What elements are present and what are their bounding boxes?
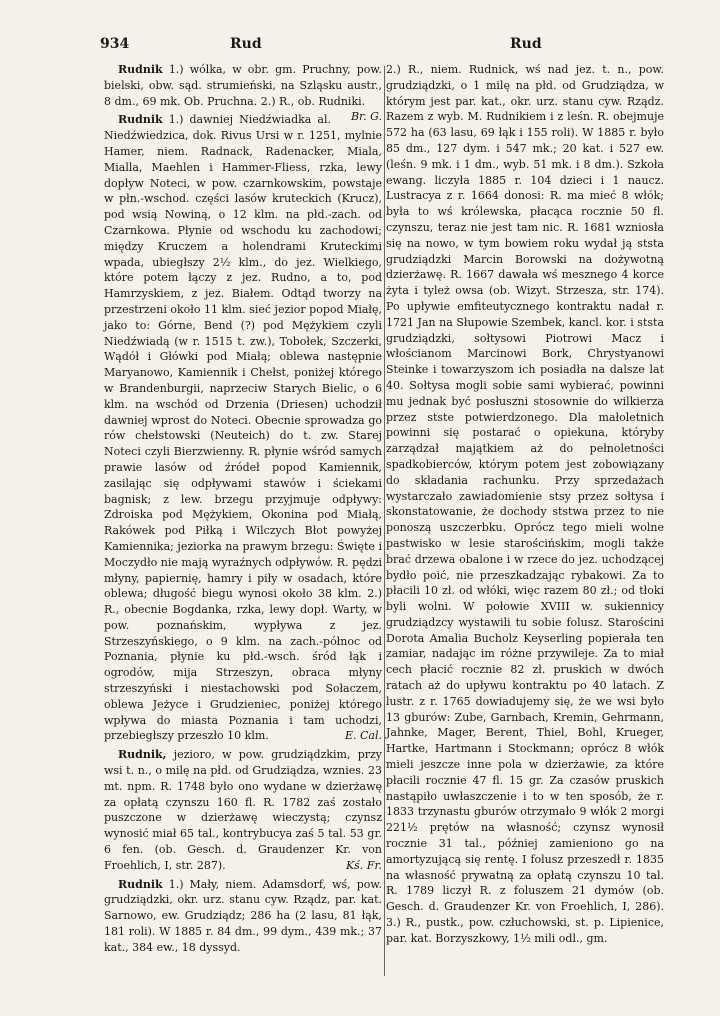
- entry-signature: Br. G.: [350, 110, 382, 124]
- entry-text: jezioro, w pow. grudziądzkim, przy wsi t. n., o milę na płd. od Grudziądza, wznies. 23 mt. npm. R. 1748 było ono wydane w dzierżawę za opłatą czynszu 160 fl. R. 1782 zaś zostało puszczone w dzierżawę wieczystą; czynsz wynosić miał 65 tal., kontrybucya zaś 5 tal. 53 gr. 6 fen. (ob. Gesch. d. Graudenzer Kr. von Froehlich, I, str. 287).: [104, 748, 382, 872]
- running-headword-right: Rud: [510, 36, 542, 52]
- entry-headword: Rudnik: [118, 63, 163, 76]
- column-divider: [384, 66, 385, 976]
- entry-text: 2.) R., niem. Rudnick, wś nad jez. t. n., pow. grudziądzki, o 1 milę na płd. od Grudziądza, w którym jest par. kat., okr. urz. stanu cyw. Rządz. Razem z wyb. M. Rudnikiem i z leśn. R. obejmuje 572 ha (63 lasu, 69 łąk i 155 roli). W 1885 r. było 85 dm., 127 dym. i 547 mk.; 20 kat. i 527 ew. (leśn. 9 mk. i 1 dm., wyb. 51 mk. i 8 dm.). Szkoła ewang. liczyła 1885 r. 104 dzieci i 1 naucz. Lustracya z r. 1664 donosi: R. ma mieć 8 włók; była to wś królewska, płacąca rocznie 50 fl. czynszu, teraz nie jest tam nic. R. 1681 wzniosła się na nowo, w tym bowiem roku wydał ją ststa grudziądzki Marcin Borowski na dożywotną dzierżawę. R. 1667 dawała wś mesznego 4 korce żyta i tyleż owsa (ob. Wizyt. Strzesza, str. 174). Po upływie emfiteutycznego kontraktu nadał r. 1721 Jan na Słupowie Szembek, kancl. kor. i ststa grudziądzki, sołtysowi Piotrowi Macz i włościanom Marcinowi Bork, Chrystyanowi Steinke i towarzyszom ich posiadła na dalsze lat 40. Sołtysa mogli sobie sami wybierać, powinni mu jednak być posłuszni stosownie do wilkierza przez stste potwierdzonego. Dla małoletnich powinni się postarać o opiekuna, któryby zarządzał majątkiem aż do pełnoletności spadkobierców, którym potem jest zobowiązany do składania rachunku. Przy sprzedażach wystarczało zawiadomienie stsy przez sołtysa i skonstatowanie, że dochody ststwa przez to nie ponoszą uszczerbku. Oprócz tego mieli wolne pastwisko w lesie starościńskim, mogli także brać drzewa obalone i w rzece do jez. uchodzącej bydło poić, nie przeszkadzając rybakowi. Za to płacili 10 zł. od włóki, więc razem 80 zł.; od tłoki byli wolni. W połowie XVIII w. sukiennicy grudziądzcy wystawili tu sobie folusz. Starościni Dorota Amalia Bucholz Keyserling popierała ten zamiar, nadając im różne przywileje. Za to miał cech płacić rocznie 82 zł. pruskich w dwóch ratach aż do upływu kontraktu po 40 latach. Z lustr. z r. 1765 dowiadujemy się, że we wsi było 13 gburów: Zube, Garnbach, Kremin, Gehrmann, Jahnke, Mager, Berent, Thiel, Bohl, Krueger, Hartke, Hartmann i Stockmann; oprócz 8 włók mieli jeszcze inne pola w dzierżawie, za które płacili rocznie 47 fl. 15 gr. Za czasów pruskich nastąpiło uwłaszczenie i to w ten sposób, że r. 1833 trzynastu gburów otrzymało 9 włók 2 morgi 221½ prętów na własność; czynsz wynosił rocznie 31 tal., później zamieniono go na amortyzującą się rentę. I folusz przeszedł r. 1835 na własność prywatną za opłatą czynszu 10 tal. R. 1789 liczył R. z foluszem 21 dymów (ob. Gesch. d. Graudenzer Kr. von Froehlich, I, 286). 3.) R., pustk., pow. człuchowski, st. p. Lipienice, par. kat. Borzyszkowy, 1½ mili odl., gm.: [386, 63, 664, 945]
- entry-text: 1.) Mały, niem. Adamsdorf, wś, pow. grudziądzki, okr. urz. stanu cyw. Rządz, par. kat. Sarnowo, ew. Grudziądz; 286 ha (2 lasu, 81 łąk, 181 roli). W 1885 r. 84 dm., 99 dym., 439 mk.; 37 kat., 384 ew., 18 dyssyd.: [104, 877, 382, 954]
- entry-text: 1.) wólka, w obr. gm. Pruchny, pow. bielski, obw. sąd. strumieński, na Szląsku austr., 8 dm., 69 mk. Ob. Pruchna. 2.) R., ob. Rudniki.: [104, 63, 383, 108]
- page-header: [100, 36, 688, 56]
- right-column: [386, 62, 664, 950]
- running-headword-left: Rud: [230, 36, 262, 52]
- entry-continuation: [386, 62, 664, 947]
- left-column: [104, 62, 382, 959]
- entry-headword: Rudnik: [118, 113, 163, 127]
- entry: [104, 747, 382, 873]
- entry-signature: Kś. Fr.: [345, 858, 382, 872]
- entry: [104, 62, 383, 124]
- entry: [104, 112, 382, 744]
- entry-signature: E. Cal.: [344, 729, 382, 743]
- entry-text: 1.) dawniej Niedźwiadka al. Niedźwiedzica, dok. Rivus Ursi w r. 1251, mylnie Hamer, niem. Radnack, Radenacker, Miala, Mialla, Maehlen i Hammer-Fliess, rzka, lewy dopływ Noteci, w pow. czarnkowskim, powstaje w płn.-wschod. części lasów kruteckich (Krucz), pod wsią Nowiną, o 12 klm. na płd.-zach. od Czarnkowa. Płynie od wschodu ku zachodowi; między Kruczem a holendrami Kruteckimi wpada, ubiegłszy 2½ klm., do jez. Wielkiego, które potem łączy z jez. Rudno, a to, pod Hamrzyskiem, z jez. Białem. Odtąd tworzy na przestrzeni około 11 klm. sieć jezior popod Miałę, jako to: Górne, Bend (?) pod Mężykiem czyli Niedźwiadą (w r. 1515 t. zw.), Tobołek, Szczerki, Wądół i Główki pod Miałą; oblewa następnie Maryanowo, Kamiennik i Chełst, poniżej którego w Brandenburgii, naprzeciw Starych Bielic, o 6 klm. na wschód od Drzenia (Driesen) uchodził dawniej wprost do Noteci. Obecnie sprowadza go rów chełstowski (Neuteich) do t. zw. Starej Noteci czyli Bierzwienny. R. płynie wśród samych prawie lasów od źródeł popod Kamiennik, zasilając się odpływami stawów i ściekami bagnisk; z lew. brzegu przyjmuje odpływy: Zdroiska pod Mężykiem, Okonina pod Miałą, Rakówek pod Piłką i Wilczych Błot powyżej Kamiennika; jeziorka na prawym brzegu: Święte i Moczydło nie mają wyraźnych odpływów. R. pędzi młyny, papiernię, hamry i piły w osadach, które oblewa; długość biegu wynosi około 38 klm. 2.) R., obecnie Bogdanka, rzka, lewy dopł. Warty, w pow. poznańskim, wypływa z jez. Strzeszyńskiego, o 9 klm. na zach.-północ od Poznania, płynie ku płd.-wsch. śród łąk i ogrodów, mija Strzeszyn, obraca młyny strzeszyński i niestachowski pod Sołaczem, oblewa Jeżyce i Grudzieniec, poniżej którego wpływa do miasta Poznania i tam uchodzi, przebiegłszy przeszło 10 klm.: [104, 113, 382, 743]
- entry: [104, 877, 382, 956]
- entry-headword: Rudnik,: [118, 748, 167, 762]
- entry-headword: Rudnik: [118, 877, 163, 891]
- page-number: 934: [100, 36, 130, 52]
